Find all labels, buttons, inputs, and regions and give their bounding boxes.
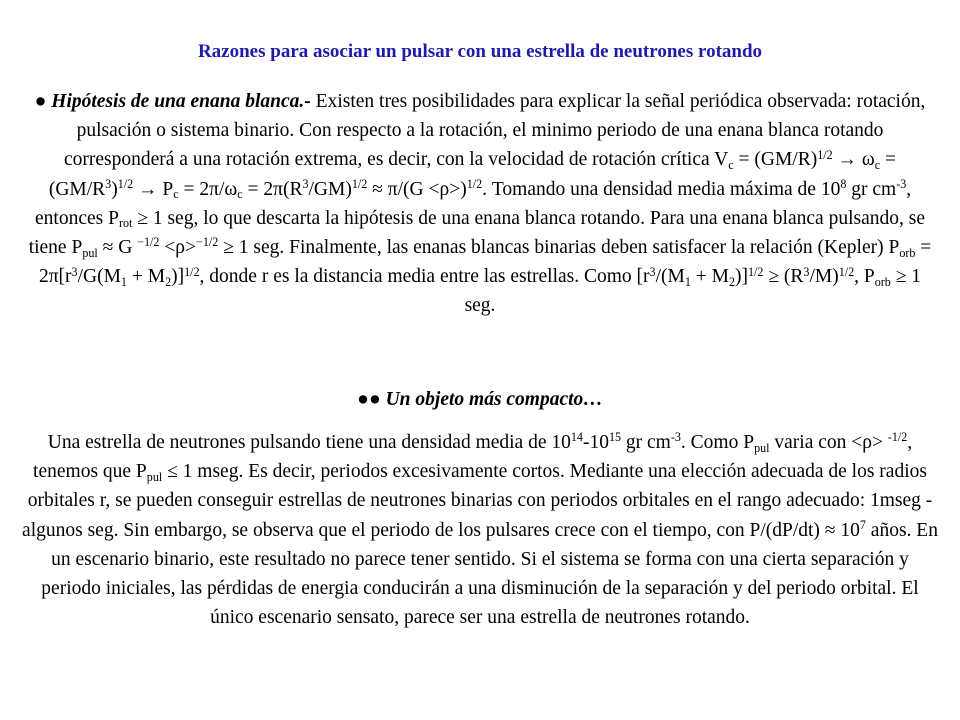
text: → ω [832,149,875,171]
superscript: 1/2 [817,147,833,162]
text: ≈ π/(G <ρ>) [367,178,467,200]
bullet-icon: ● [34,91,47,112]
superscript: -1/2 [887,430,908,445]
text: )] [735,266,749,288]
subscript: 2 [728,274,736,289]
subscript: pul [754,440,770,455]
text: ≥ 1 seg, lo que descarta la hipótesis de una enana blanca rotando. Para una enana blanca pulsando, se tiene P [28,207,925,259]
superscript: 14 [570,430,583,445]
text: Una estrella de neutrones pulsando tiene una densidad media de 10 [47,432,571,453]
text: . Tomando una densidad media máxima de 10 [482,178,841,200]
text: ) [111,178,118,200]
text: Existen tres posibilidades para explicar la señal periódica observada: rotación, pulsación o sistema binario. Con respecto a la rotación, el minimo periodo de una enana blanca rotando corresponderá a una rotación extrema, es decir, con la velocidad de rotación crítica V [63,91,926,171]
subscript: 1 [120,274,127,289]
text: /GM) [308,178,352,200]
superscript: 1/2 [466,176,483,191]
text: /M) [809,266,839,288]
text: ≥ (R [763,266,804,288]
text: = 2π[r [38,237,932,288]
text: , entonces P [35,178,912,229]
text: /(M [655,266,685,288]
subscript: rot [118,216,133,231]
superscript: 3 [803,264,810,279]
text: , P [854,266,875,288]
superscript: −1/2 [137,235,160,250]
superscript: 3 [302,176,309,191]
subscript: c [874,158,881,173]
text: + M [126,266,166,288]
text: /G(M [77,266,121,288]
text: varia con <ρ> [769,432,888,453]
superscript: 1/2 [838,264,855,279]
text: años. En un escenario binario, este resultado no parece tener sentido. Si el sistema se forma con una cierta separación y periodo iniciales, las pérdidas de energia conducirán a una disminución de la separación y del periodo orbital. El único escenario sensato, parece ser una estrella de neutrones rotando. [41,519,938,629]
superscript: 1/2 [117,176,134,191]
subscript: pul [146,469,163,484]
text: + M [690,266,729,288]
neutron-star-paragraph [22,428,938,632]
subscript: orb [899,245,916,260]
text: = (GM/R [48,149,896,200]
text: , tenemos que P [33,432,913,483]
text: <ρ> [159,237,197,259]
subscript: pul [82,245,98,260]
section1-heading: Hipótesis de una enana blanca.- [51,91,311,112]
subscript: c [173,187,179,202]
text: )] [171,266,185,288]
superscript: -3 [896,176,907,191]
subscript: orb [874,274,891,289]
section2-heading: ●● Un objeto más compacto… [357,389,603,410]
text: ≤ 1 mseg. Es decir, periodos excesivamente cortos. Mediante una elección adecuada de los radios orbitales r, se pueden conseguir estrellas de neutrones binarias con periodos orbitales en el rango adecuado: 1mseg - algunos seg. Sin embargo, se observa que el periodo de los pulsares crece con el tiempo, con P/(dP/dt) ≈ 10 [22,461,933,541]
superscript: 3 [649,264,656,279]
text: gr cm [846,178,897,200]
superscript: -3 [670,430,681,445]
superscript: 1/2 [351,176,368,191]
text: -10 [582,432,609,453]
white-dwarf-hypothesis-paragraph [22,87,938,321]
subscript: 2 [165,274,172,289]
superscript: 3 [71,264,78,279]
text: = 2π/ω [178,178,238,200]
text: . Como P [680,432,755,453]
superscript: 1/2 [748,264,764,279]
slide-title: Razones para asociar un pulsar con una estrella de neutrones rotando [197,41,763,62]
text: = (GM/R) [733,149,818,171]
text: → P [133,178,174,200]
superscript: 15 [608,430,622,445]
superscript: 3 [105,176,112,191]
superscript: 1/2 [184,264,200,279]
text: , donde r es la distancia media entre las estrellas. Como [r [199,266,650,288]
superscript: −1/2 [196,235,219,250]
text: ≥ 1 seg. Finalmente, las enanas blancas binarias deben satisfacer la relación (Kepler) P [218,237,900,259]
text: = 2π(R [242,178,303,200]
superscript: 8 [840,176,847,191]
text: ≈ G [97,237,138,259]
subscript: c [728,158,734,173]
subscript: 1 [684,274,691,289]
text: gr cm [621,432,671,453]
text: ≥ 1 seg. [464,266,922,317]
subscript: c [237,187,243,202]
superscript: 7 [859,517,866,532]
